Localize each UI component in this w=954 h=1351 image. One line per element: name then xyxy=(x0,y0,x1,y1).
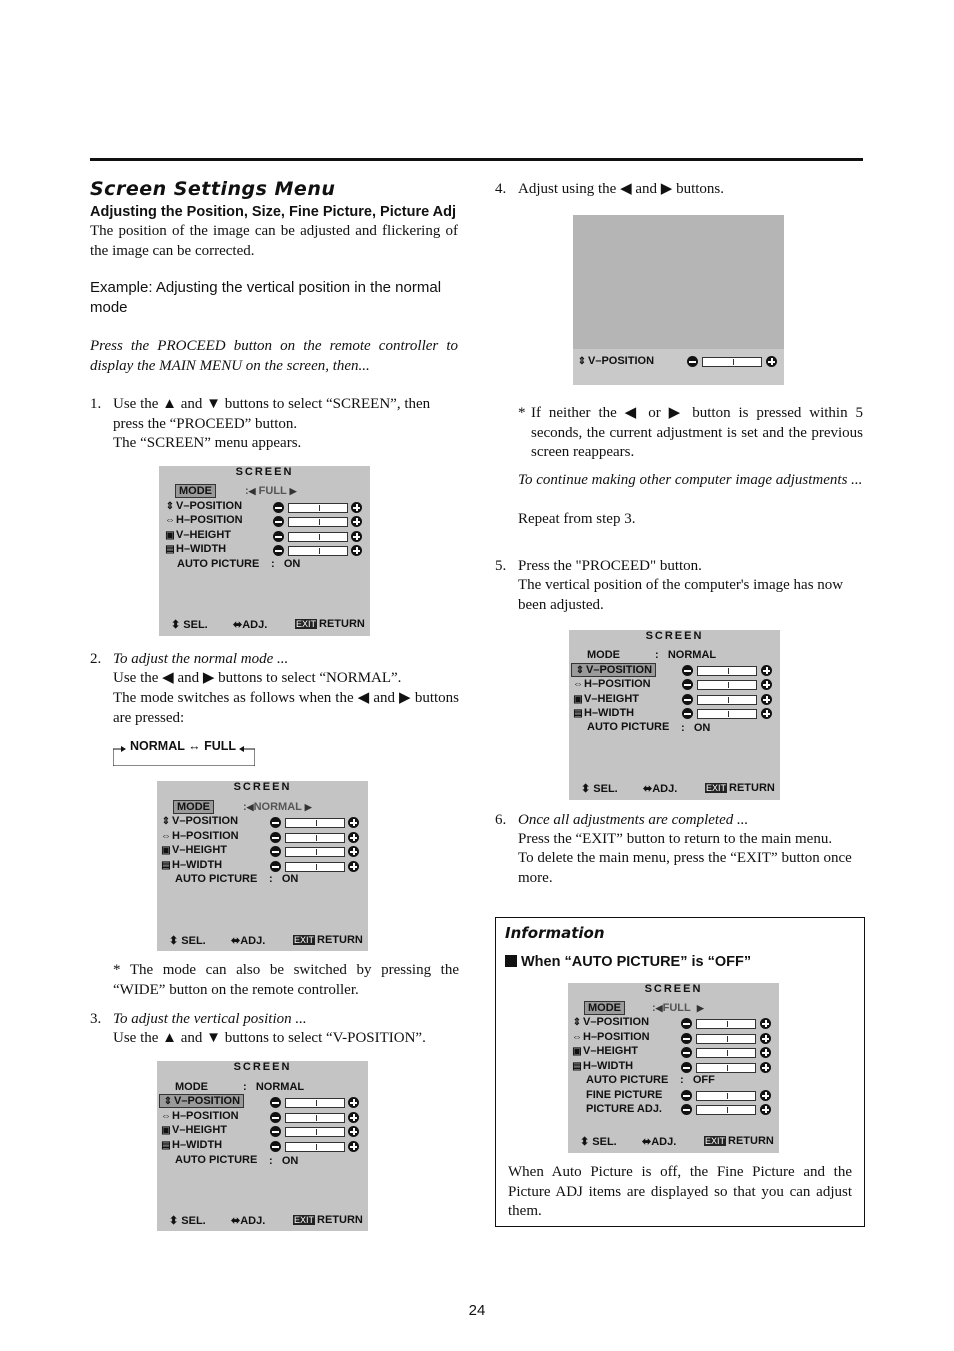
mode-sequence-text: NORMAL ↔ FULL xyxy=(130,739,237,753)
osd-mode-label: MODE xyxy=(587,649,620,661)
slider-bar xyxy=(696,1019,756,1029)
osd-return: RETURN xyxy=(319,618,365,630)
plus-icon xyxy=(351,531,362,542)
osd-mode-value: NORMAL xyxy=(667,649,717,661)
osd-header: SCREEN xyxy=(235,466,294,478)
minus-icon xyxy=(681,1033,692,1044)
osd-mode-value: NORMAL xyxy=(253,801,302,813)
step-5-result: The vertical position of the computer's image has now been adjusted. xyxy=(518,577,844,613)
h-position-icon: ⇔ xyxy=(161,831,171,842)
plus-icon xyxy=(760,1018,771,1029)
osd-mode-label: MODE xyxy=(175,1081,208,1093)
up-down-arrow-icon: ⬍ xyxy=(581,783,591,795)
osd-auto-picture-value: ON xyxy=(281,873,299,885)
osd-screen-menu-auto-off xyxy=(568,983,779,1153)
left-arrow-icon: ◀ xyxy=(248,486,256,496)
step-4-number: 4. xyxy=(495,181,507,197)
exit-icon: EXIT xyxy=(705,1136,726,1146)
osd-v-position-label: V–POSITION xyxy=(586,664,653,676)
osd-colon: : xyxy=(652,1002,656,1014)
press-note: Press the PROCEED button on the remote controller to display the MAIN MENU on the screen, then... xyxy=(90,338,458,374)
minus-icon xyxy=(681,1090,692,1101)
osd-return: RETURN xyxy=(317,934,363,946)
plus-icon xyxy=(348,846,359,857)
plus-icon xyxy=(760,1062,771,1073)
slider-bar xyxy=(285,833,345,843)
slider-bar xyxy=(696,1034,756,1044)
minus-icon xyxy=(681,1018,692,1029)
slider-bar xyxy=(697,695,757,705)
left-arrow-icon: ◀ xyxy=(246,802,254,812)
exit-icon: EXIT xyxy=(294,935,315,945)
h-position-icon: ⇔ xyxy=(572,1032,582,1043)
minus-icon xyxy=(682,679,693,690)
left-right-arrow-icon: ⬌ xyxy=(642,1136,652,1148)
page-number: 24 xyxy=(468,1302,486,1319)
slider-bar xyxy=(285,818,345,828)
osd-adj: ADJ. xyxy=(652,783,678,795)
v-position-icon: ⇕ xyxy=(572,1017,582,1028)
plus-icon xyxy=(766,356,777,367)
plus-icon xyxy=(348,817,359,828)
osd-mode-label: MODE xyxy=(173,800,214,814)
right-arrow-icon: ▶ xyxy=(696,1003,704,1013)
plus-icon xyxy=(761,665,772,676)
osd-h-position-label: H–POSITION xyxy=(176,514,243,526)
minus-icon xyxy=(273,502,284,513)
osd-colon: : xyxy=(245,485,249,497)
osd-colon: : xyxy=(655,649,659,661)
osd-header: SCREEN xyxy=(645,630,704,642)
v-height-icon: ▣ xyxy=(161,845,171,856)
osd-h-width-label: H–WIDTH xyxy=(583,1060,634,1072)
h-width-icon: ▤ xyxy=(573,708,583,719)
information-box xyxy=(495,917,865,1227)
slider-bar xyxy=(697,666,757,676)
v-height-icon: ▣ xyxy=(165,530,175,541)
minus-icon xyxy=(270,1097,281,1108)
step-1-result: The “SCREEN” menu appears. xyxy=(113,435,302,451)
osd-v-position-label: V–POSITION xyxy=(176,500,243,512)
slider-bar xyxy=(696,1048,756,1058)
slider-bar xyxy=(696,1105,756,1115)
h-position-icon: ⇔ xyxy=(165,515,175,526)
osd-colon: : xyxy=(680,1074,684,1086)
left-right-arrow-icon: ⬌ xyxy=(231,1215,241,1227)
osd-colon: : xyxy=(243,801,247,813)
plus-icon xyxy=(760,1047,771,1058)
slider-bar xyxy=(697,680,757,690)
minus-icon xyxy=(270,1126,281,1137)
minus-icon xyxy=(273,531,284,542)
minus-icon xyxy=(273,545,284,556)
minus-icon xyxy=(681,1062,692,1073)
osd-v-height-label: V–HEIGHT xyxy=(172,1124,228,1136)
up-down-arrow-icon: ⬍ xyxy=(580,1136,590,1148)
osd-auto-picture-value: ON xyxy=(281,1155,299,1167)
slider-bar xyxy=(696,1091,756,1101)
osd-mode-label: MODE xyxy=(584,1001,625,1015)
step-4-note: If neither the ◀ or ▶ button is pressed within 5 seconds, the current adjustment is set and the previous screen reappears. xyxy=(531,405,863,460)
minus-icon xyxy=(687,356,698,367)
plus-icon xyxy=(348,1112,359,1123)
slider-bar xyxy=(285,862,345,872)
step-1-text: Use the ▲ and ▼ buttons to select “SCREEN”, then press the “PROCEED” button. xyxy=(113,396,431,432)
v-height-icon: ▣ xyxy=(573,694,583,705)
osd-adj: ADJ. xyxy=(240,935,266,947)
minus-icon xyxy=(270,1141,281,1152)
information-heading xyxy=(505,954,751,970)
osd-auto-picture-label: AUTO PICTURE xyxy=(587,721,670,733)
osd-h-width-label: H–WIDTH xyxy=(172,859,223,871)
step-6-delete: To delete the main menu, press the “EXIT” button once more. xyxy=(518,850,852,886)
osd-auto-picture-label: AUTO PICTURE xyxy=(586,1074,669,1086)
up-down-arrow-icon: ⬍ xyxy=(169,935,179,947)
plus-icon xyxy=(351,516,362,527)
plus-icon xyxy=(351,502,362,513)
minus-icon xyxy=(270,861,281,872)
osd-v-position-label: V–POSITION xyxy=(588,355,655,367)
plus-icon xyxy=(760,1033,771,1044)
osd-screen-menu-adjusted xyxy=(569,630,780,800)
osd-fine-picture-label: FINE PICTURE xyxy=(586,1089,663,1101)
osd-sel: SEL. xyxy=(181,1215,206,1227)
step-5-text: Press the "PROCEED" button. xyxy=(518,558,702,574)
plus-icon xyxy=(348,1126,359,1137)
v-position-icon: ⇕ xyxy=(161,816,171,827)
step-2-note: * The mode can also be switched by pressing the “WIDE” button on the remote controller. xyxy=(113,962,459,998)
step-4-repeat: Repeat from step 3. xyxy=(518,511,636,527)
osd-v-position-label: V–POSITION xyxy=(583,1016,650,1028)
osd-mode-value: FULL xyxy=(258,485,287,497)
osd-header: SCREEN xyxy=(233,1061,292,1073)
minus-icon xyxy=(270,817,281,828)
step-4-text: Adjust using the ◀ and ▶ buttons. xyxy=(518,181,724,197)
plus-icon xyxy=(761,679,772,690)
step-2-switch: The mode switches as follows when the ◀ and ▶ buttons are pressed: xyxy=(113,690,459,726)
information-title: Information xyxy=(505,924,605,942)
osd-sel: SEL. xyxy=(592,1136,617,1148)
step-2-text: Use the ◀ and ▶ buttons to select “NORMAL”. xyxy=(113,670,402,686)
plus-icon xyxy=(351,545,362,556)
osd-v-position-label: V–POSITION xyxy=(172,815,239,827)
step-4-note-star: * xyxy=(518,405,526,421)
osd-colon: : xyxy=(271,558,275,570)
slider-bar xyxy=(288,503,348,513)
plus-icon xyxy=(760,1104,771,1115)
osd-h-position-label: H–POSITION xyxy=(172,830,239,842)
v-position-icon: ⇕ xyxy=(165,501,175,512)
osd-v-position-label: V–POSITION xyxy=(174,1095,241,1107)
exit-icon: EXIT xyxy=(296,619,317,629)
minus-icon xyxy=(270,846,281,857)
osd-adj: ADJ. xyxy=(242,619,268,631)
osd-h-width-label: H–WIDTH xyxy=(176,543,227,555)
top-rule xyxy=(90,158,863,161)
plus-icon xyxy=(761,708,772,719)
osd-mode-value: NORMAL xyxy=(255,1081,305,1093)
osd-picture-adj-label: PICTURE ADJ. xyxy=(586,1103,662,1115)
osd-h-position-label: H–POSITION xyxy=(172,1110,239,1122)
osd-v-height-label: V–HEIGHT xyxy=(583,1045,639,1057)
osd-colon: : xyxy=(681,722,685,734)
step-6-number: 6. xyxy=(495,812,507,828)
osd-h-width-label: H–WIDTH xyxy=(172,1139,223,1151)
step-3-heading: To adjust the vertical position ... xyxy=(113,1011,307,1027)
osd-v-height-label: V–HEIGHT xyxy=(584,693,640,705)
up-down-arrow-icon: ⬍ xyxy=(169,1215,179,1227)
osd-colon: : xyxy=(269,1155,273,1167)
slider-bar xyxy=(285,1098,345,1108)
slider-bar xyxy=(702,357,762,367)
osd-mode-value: FULL xyxy=(662,1002,691,1014)
section-subtitle: Adjusting the Position, Size, Fine Picture, Picture Adj xyxy=(90,204,457,220)
osd-auto-picture-value: OFF xyxy=(692,1074,715,1086)
tv-screen-vposition xyxy=(573,215,784,385)
h-position-icon: ⇔ xyxy=(161,1111,171,1122)
osd-return: RETURN xyxy=(728,1135,774,1147)
left-right-arrow-icon: ⬌ xyxy=(231,935,241,947)
example-text: Example: Adjusting the vertical position in the normal mode xyxy=(90,279,442,316)
osd-h-width-label: H–WIDTH xyxy=(584,707,635,719)
osd-auto-picture-label: AUTO PICTURE xyxy=(175,873,258,885)
plus-icon xyxy=(348,861,359,872)
osd-auto-picture-value: ON xyxy=(693,722,711,734)
slider-bar xyxy=(696,1063,756,1073)
square-bullet-icon xyxy=(505,955,517,967)
osd-auto-picture-label: AUTO PICTURE xyxy=(175,1154,258,1166)
osd-sel: SEL. xyxy=(183,619,208,631)
plus-icon xyxy=(348,1097,359,1108)
step-2-heading: To adjust the normal mode ... xyxy=(113,651,289,667)
osd-screen-menu-full xyxy=(159,466,370,636)
osd-return: RETURN xyxy=(729,782,775,794)
plus-icon xyxy=(761,694,772,705)
slider-bar xyxy=(285,1113,345,1123)
step-1-number: 1. xyxy=(90,396,102,412)
v-position-icon: ⇕ xyxy=(577,356,587,367)
right-arrow-icon: ▶ xyxy=(289,486,297,496)
osd-screen-menu-normal xyxy=(157,781,368,951)
step-2-number: 2. xyxy=(90,651,102,667)
osd-colon: : xyxy=(269,873,273,885)
h-width-icon: ▤ xyxy=(572,1061,582,1072)
osd-adj: ADJ. xyxy=(240,1215,266,1227)
v-height-icon: ▣ xyxy=(572,1046,582,1057)
minus-icon xyxy=(270,832,281,843)
intro-text: The position of the image can be adjusted and flickering of the image can be corrected. xyxy=(90,223,458,259)
osd-screen-menu-vposition xyxy=(157,1061,368,1231)
plus-icon xyxy=(760,1090,771,1101)
v-position-icon: ⇕ xyxy=(163,1096,173,1107)
step-3-text: Use the ▲ and ▼ buttons to select “V-POSITION”. xyxy=(113,1030,426,1046)
osd-adj: ADJ. xyxy=(651,1136,677,1148)
h-width-icon: ▤ xyxy=(161,1140,171,1151)
minus-icon xyxy=(681,1047,692,1058)
osd-header: SCREEN xyxy=(644,983,703,995)
exit-icon: EXIT xyxy=(294,1215,315,1225)
minus-icon xyxy=(682,708,693,719)
h-width-icon: ▤ xyxy=(165,544,175,555)
slider-bar xyxy=(288,517,348,527)
slider-bar xyxy=(285,847,345,857)
step-4-continue: To continue making other computer image adjustments ... xyxy=(518,472,863,488)
slider-bar xyxy=(285,1142,345,1152)
step-6-text: Press the “EXIT” button to return to the main menu. xyxy=(518,831,833,847)
osd-h-position-label: H–POSITION xyxy=(583,1031,650,1043)
slider-bar xyxy=(288,532,348,542)
osd-vposition-bar xyxy=(573,349,784,385)
slider-bar xyxy=(288,546,348,556)
step-5-number: 5. xyxy=(495,558,507,574)
h-width-icon: ▤ xyxy=(161,860,171,871)
osd-colon: : xyxy=(243,1081,247,1093)
slider-bar xyxy=(285,1127,345,1137)
plus-icon xyxy=(348,832,359,843)
slider-bar xyxy=(697,709,757,719)
right-arrow-icon: ▶ xyxy=(304,802,312,812)
osd-sel: SEL. xyxy=(181,935,206,947)
left-right-arrow-icon: ⬌ xyxy=(233,619,243,631)
v-position-icon: ⇕ xyxy=(575,665,585,676)
osd-v-height-label: V–HEIGHT xyxy=(176,529,232,541)
left-arrow-icon: ◀ xyxy=(655,1003,663,1013)
osd-h-position-label: H–POSITION xyxy=(584,678,651,690)
v-height-icon: ▣ xyxy=(161,1125,171,1136)
plus-icon xyxy=(348,1141,359,1152)
osd-auto-picture-value: ON xyxy=(283,558,301,570)
exit-icon: EXIT xyxy=(706,783,727,793)
minus-icon xyxy=(273,516,284,527)
osd-header: SCREEN xyxy=(233,781,292,793)
minus-icon xyxy=(681,1104,692,1115)
osd-mode-label: MODE xyxy=(175,484,216,498)
information-body: When Auto Picture is off, the Fine Picture and the Picture ADJ items are displayed so that you can adjust them. xyxy=(508,1164,852,1219)
minus-icon xyxy=(270,1112,281,1123)
up-down-arrow-icon: ⬍ xyxy=(171,619,181,631)
minus-icon xyxy=(682,665,693,676)
step-3-number: 3. xyxy=(90,1011,102,1027)
left-right-arrow-icon: ⬌ xyxy=(643,783,653,795)
osd-sel: SEL. xyxy=(593,783,618,795)
h-position-icon: ⇔ xyxy=(573,679,583,690)
left-column xyxy=(90,178,458,261)
osd-return: RETURN xyxy=(317,1214,363,1226)
osd-v-height-label: V–HEIGHT xyxy=(172,844,228,856)
page-title: Screen Settings Menu xyxy=(90,178,336,200)
step-6-heading: Once all adjustments are completed ... xyxy=(518,812,749,828)
minus-icon xyxy=(682,694,693,705)
osd-auto-picture-label: AUTO PICTURE xyxy=(177,558,260,570)
information-heading-text: When “AUTO PICTURE” is “OFF” xyxy=(521,954,752,970)
